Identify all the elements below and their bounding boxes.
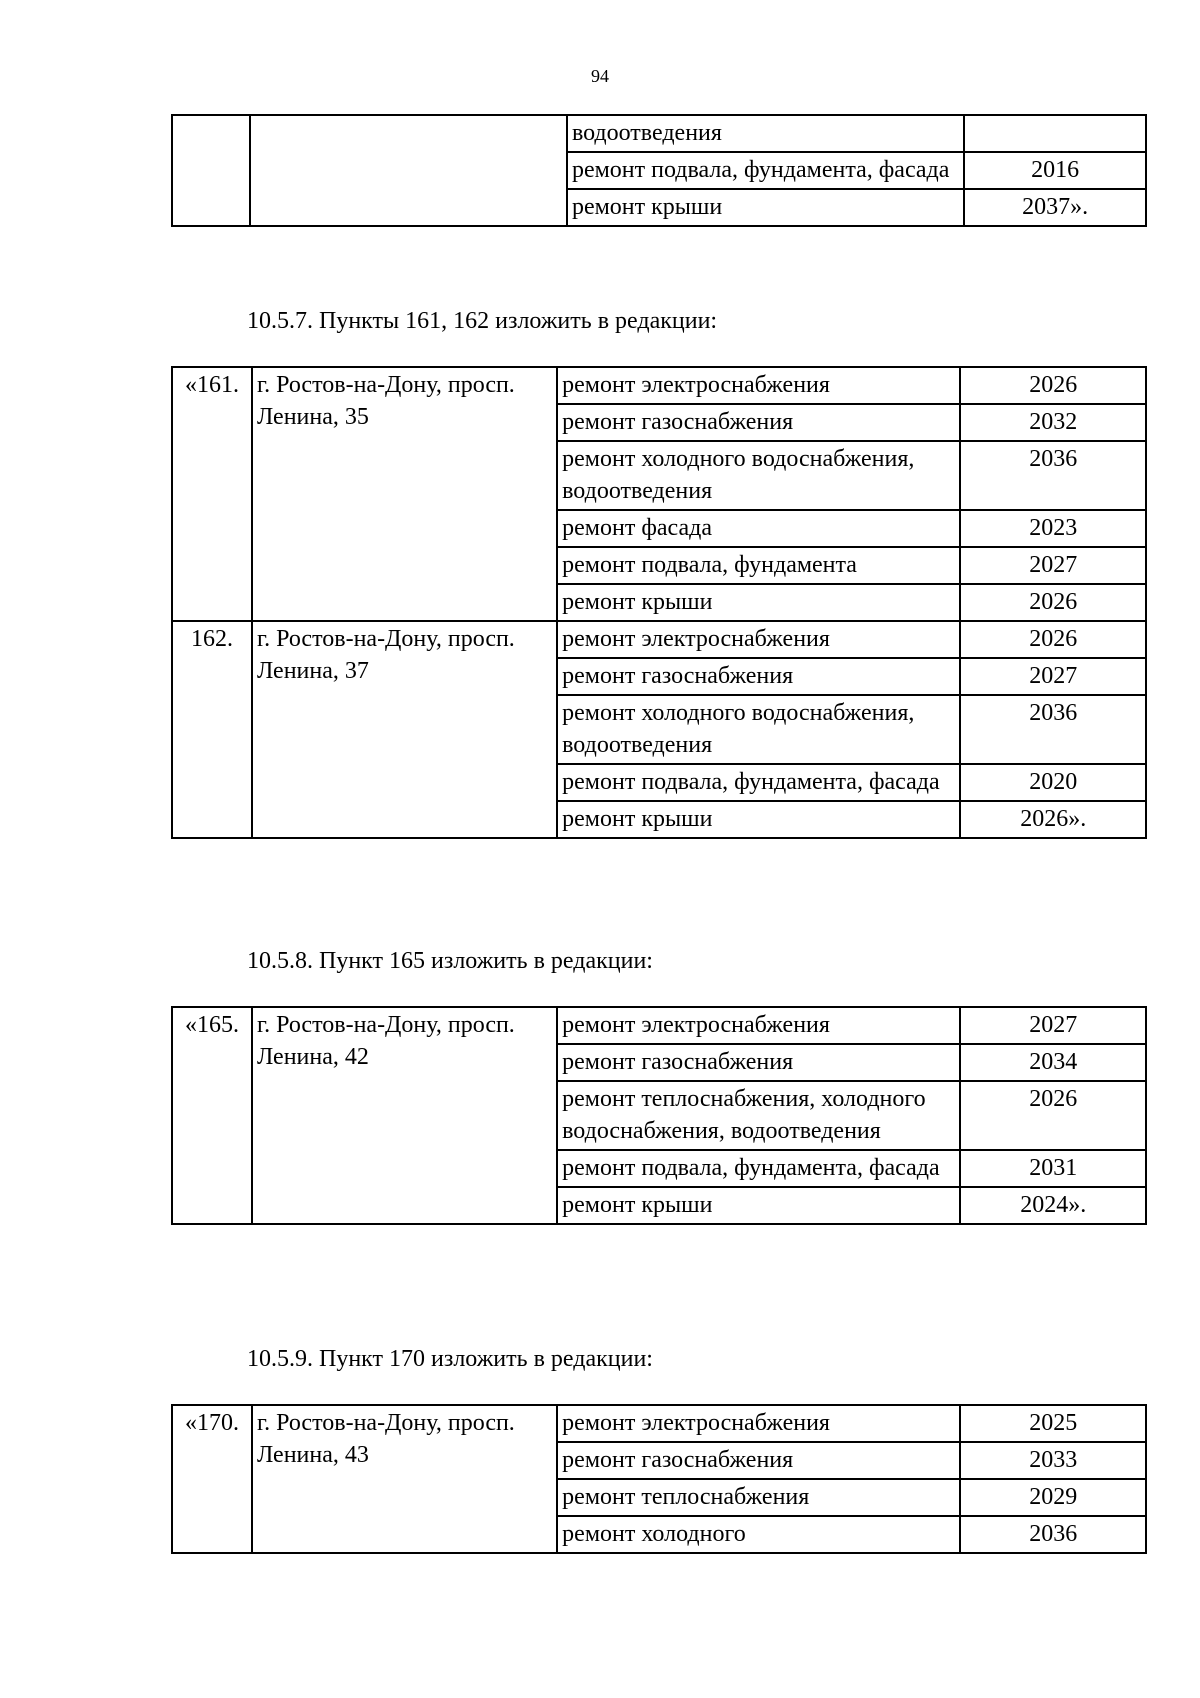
year-cell: 2027 [960,1007,1146,1044]
table-row [172,367,1146,404]
item-number: 162. [172,621,252,838]
work-cell: ремонт теплоснабжения, холодного водоснабжения, водоотведения [557,1081,960,1150]
address-cell: г. Ростов-на-Дону, просп. Ленина, 35 [252,367,557,621]
work-cell: ремонт газоснабжения [557,1442,960,1479]
work-cell: ремонт газоснабжения [557,658,960,695]
year-cell [964,115,1146,152]
year-cell: 2036 [960,441,1146,510]
year-cell: 2037». [964,189,1146,226]
year-cell: 2027 [960,547,1146,584]
year-cell: 2026 [960,367,1146,404]
work-cell: ремонт подвала, фундамента, фасада [557,764,960,801]
work-cell: ремонт электроснабжения [557,1405,960,1442]
year-cell: 2016 [964,152,1146,189]
section-heading: 10.5.9. Пункт 170 изложить в редакции: [247,1346,653,1372]
year-cell: 2024». [960,1187,1146,1224]
table-row [172,1405,1146,1442]
work-cell: ремонт холодного водоснабжения, водоотведения [557,695,960,764]
year-cell: 2034 [960,1044,1146,1081]
items-table [171,1404,1147,1554]
work-cell: водоотведения [567,115,964,152]
number-cell [172,115,250,226]
year-cell: 2027 [960,658,1146,695]
work-cell: ремонт крыши [567,189,964,226]
section-heading: 10.5.7. Пункты 161, 162 изложить в редакции: [247,308,718,334]
work-cell: ремонт подвала, фундамента, фасада [557,1150,960,1187]
work-cell: ремонт крыши [557,584,960,621]
work-cell: ремонт подвала, фундамента [557,547,960,584]
work-cell: ремонт газоснабжения [557,404,960,441]
address-cell: г. Ростов-на-Дону, просп. Ленина, 43 [252,1405,557,1553]
work-cell: ремонт холодного [557,1516,960,1553]
year-cell: 2033 [960,1442,1146,1479]
year-cell: 2032 [960,404,1146,441]
year-cell: 2036 [960,695,1146,764]
year-cell: 2026 [960,621,1146,658]
section-heading: 10.5.8. Пункт 165 изложить в редакции: [247,948,653,974]
item-number: «165. [172,1007,252,1224]
continuation-table [171,114,1147,227]
work-cell: ремонт подвала, фундамента, фасада [567,152,964,189]
work-cell: ремонт электроснабжения [557,621,960,658]
item-number: «170. [172,1405,252,1553]
year-cell: 2036 [960,1516,1146,1553]
address-cell: г. Ростов-на-Дону, просп. Ленина, 37 [252,621,557,838]
address-cell [250,115,567,226]
year-cell: 2026 [960,1081,1146,1150]
work-cell: ремонт крыши [557,1187,960,1224]
year-cell: 2023 [960,510,1146,547]
work-cell: ремонт теплоснабжения [557,1479,960,1516]
page-number: 94 [591,66,609,86]
year-cell: 2020 [960,764,1146,801]
work-cell: ремонт фасада [557,510,960,547]
items-table [171,366,1147,839]
item-number: «161. [172,367,252,621]
year-cell: 2029 [960,1479,1146,1516]
address-cell: г. Ростов-на-Дону, просп. Ленина, 42 [252,1007,557,1224]
year-cell: 2026 [960,584,1146,621]
year-cell: 2031 [960,1150,1146,1187]
work-cell: ремонт электроснабжения [557,367,960,404]
items-table [171,1006,1147,1225]
table-row [172,115,1146,152]
work-cell: ремонт крыши [557,801,960,838]
work-cell: ремонт холодного водоснабжения, водоотведения [557,441,960,510]
year-cell: 2026». [960,801,1146,838]
table-row [172,1007,1146,1044]
work-cell: ремонт электроснабжения [557,1007,960,1044]
year-cell: 2025 [960,1405,1146,1442]
table-row [172,621,1146,658]
work-cell: ремонт газоснабжения [557,1044,960,1081]
